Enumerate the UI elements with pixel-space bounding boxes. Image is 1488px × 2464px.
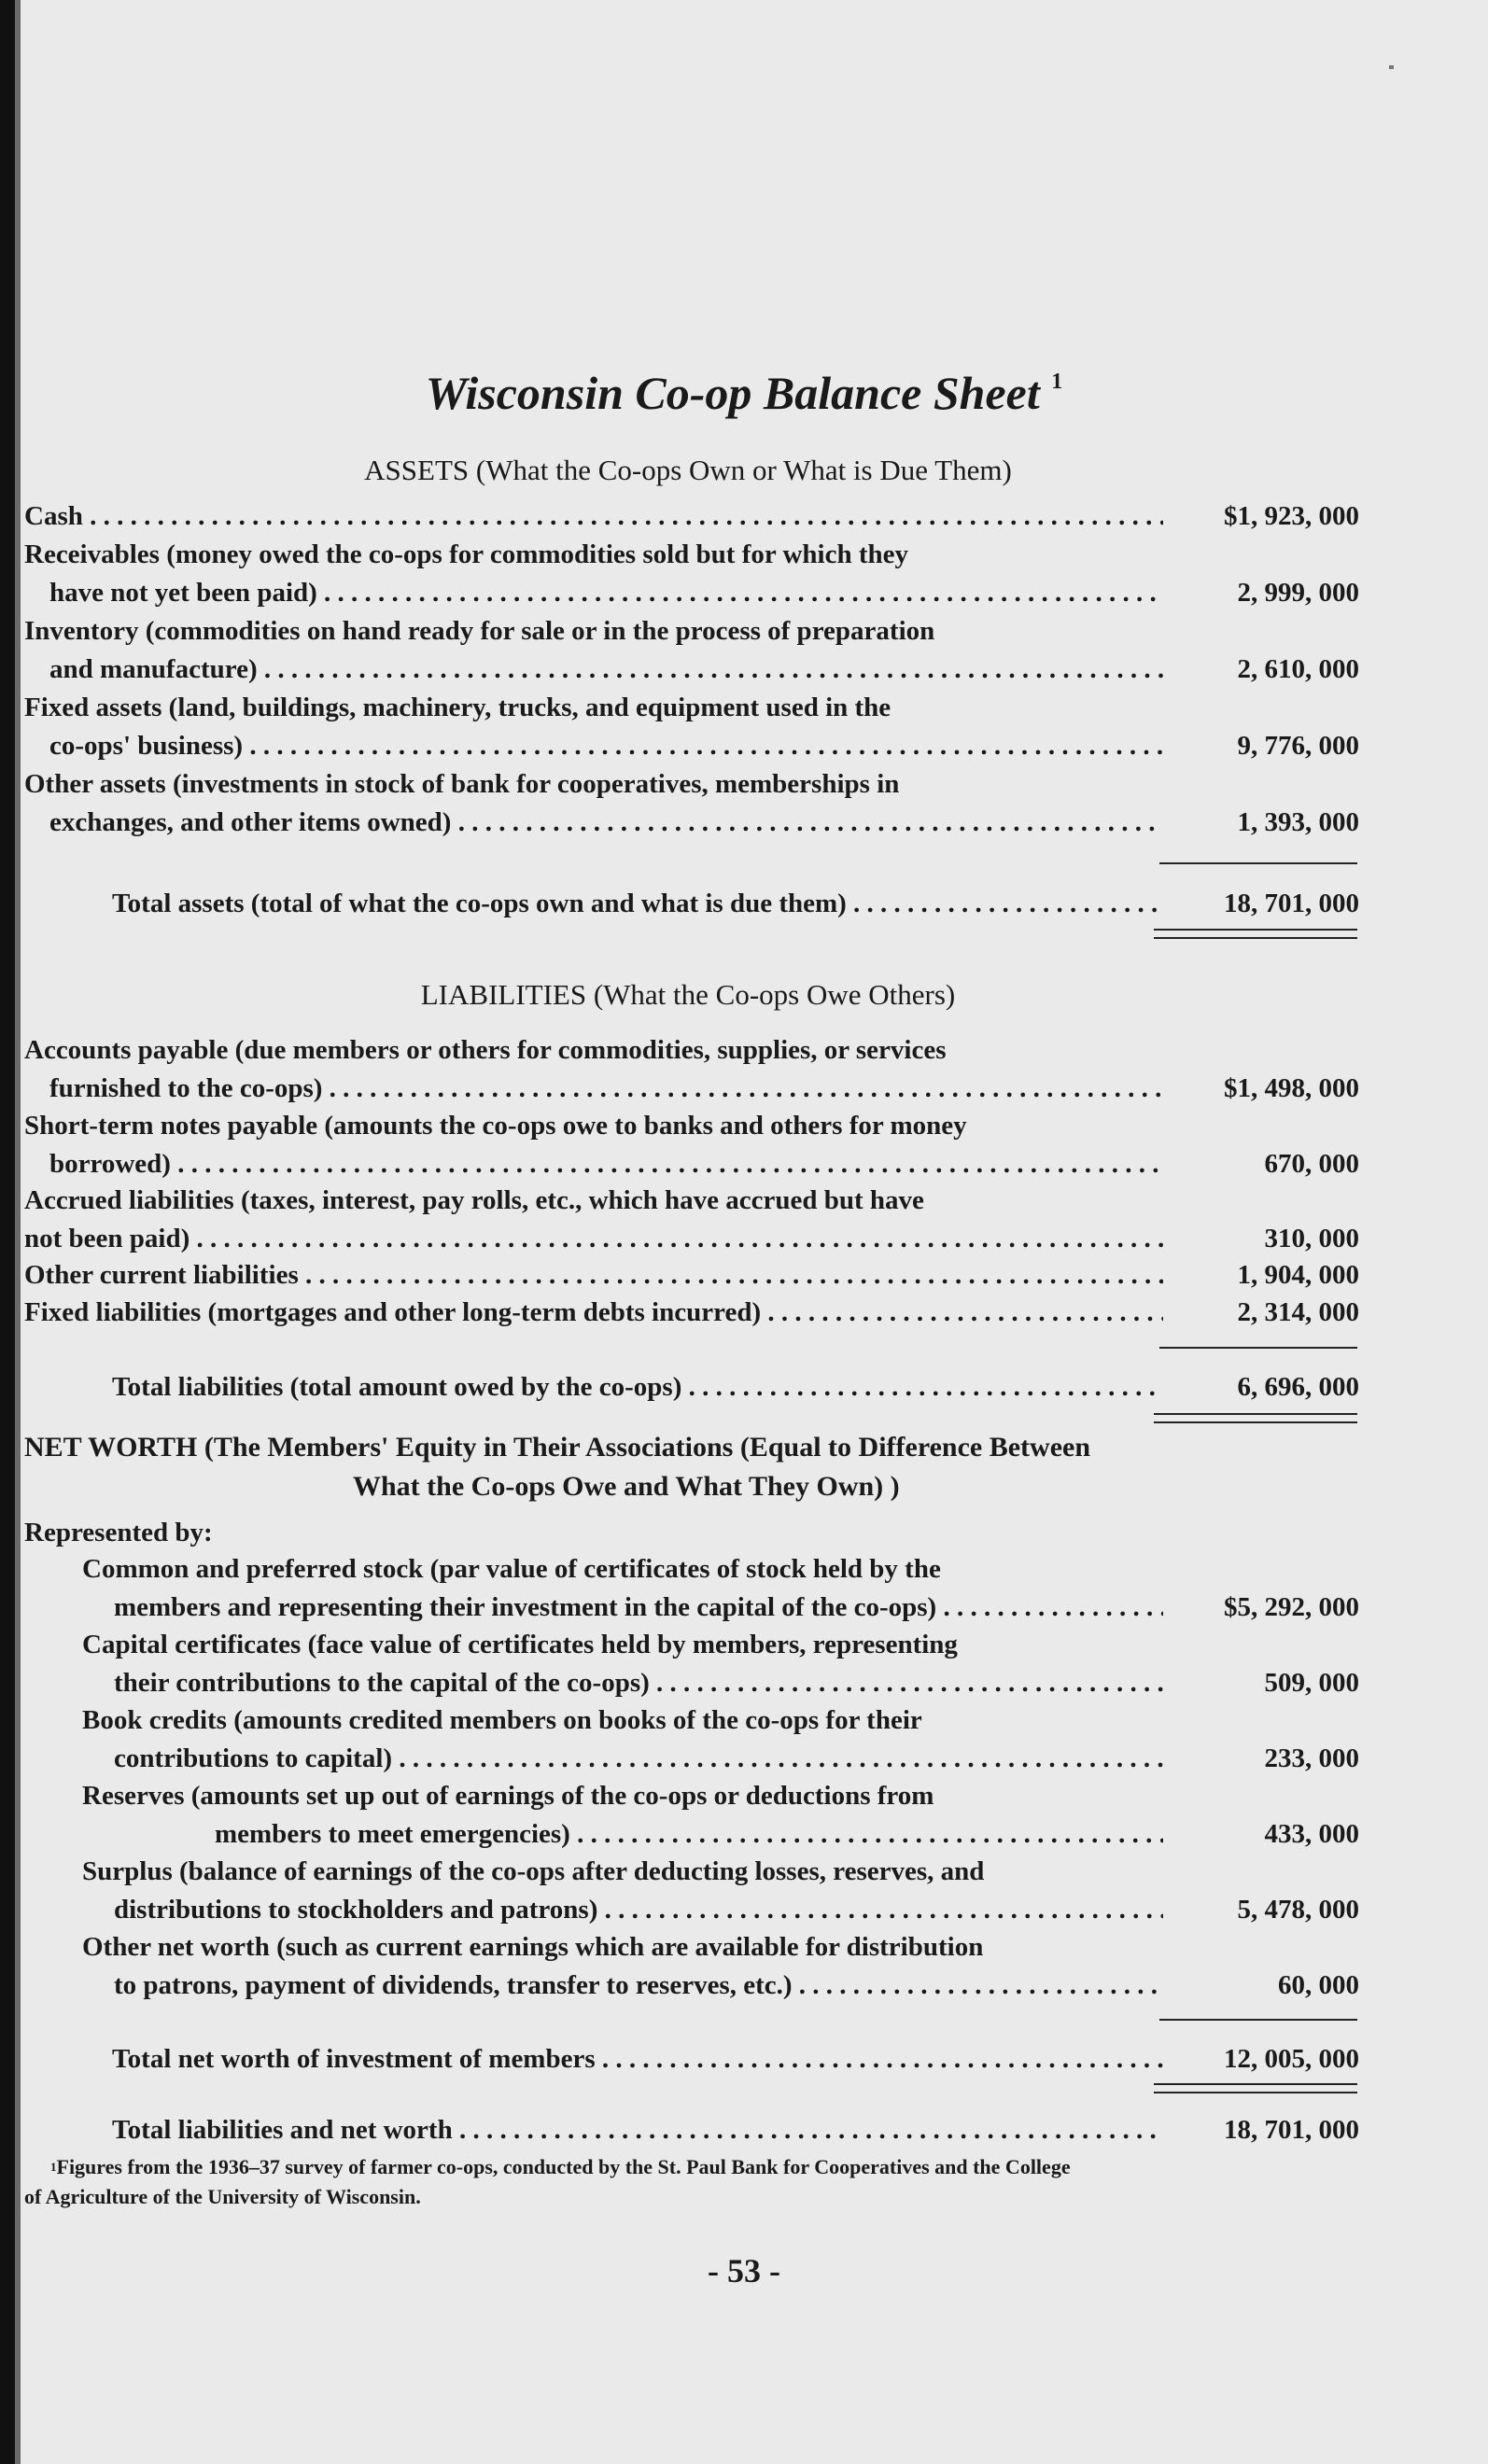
- item-label: Common and preferred stock (par value of certificates of stock held by the: [82, 1554, 941, 1584]
- item-label: Accrued liabilities (taxes, interest, pay rolls, etc., which have accrued but have: [24, 1185, 924, 1215]
- item-label-cont: have not yet been paid) . . .: [49, 574, 1163, 612]
- total-label: Total net worth of investment of members . . .: [112, 2040, 1163, 2079]
- assets-item-fixed: [24, 689, 1359, 765]
- represented-by-text: Represented by:: [24, 1518, 213, 1547]
- net-worth-item-other: [24, 1928, 1359, 2005]
- liabilities-total: [112, 1368, 1359, 1407]
- item-label-cont: co-ops' business) . . .: [49, 727, 1163, 765]
- item-label: Inventory (commodities on hand ready for sale or in the process of preparation: [24, 616, 935, 646]
- footnote-marker: 1: [50, 2160, 57, 2174]
- item-label: Fixed liabilities (mortgages and other long-term debts incurred) . . .: [24, 1294, 1163, 1332]
- net-worth-item-capital-certificates: [24, 1626, 1359, 1702]
- item-amount: 1, 904, 000: [1237, 1260, 1359, 1290]
- total-label: Total liabilities (total amount owed by the co-ops) . . .: [112, 1368, 1163, 1407]
- item-amount: 509, 000: [1264, 1668, 1359, 1698]
- subtotal-rule: [1159, 1347, 1357, 1349]
- subtotal-rule: [1159, 862, 1357, 864]
- footnote: [24, 2152, 1361, 2212]
- liabilities-item-short-term-notes: [24, 1107, 1359, 1183]
- item-label: Cash . . .: [24, 497, 1163, 536]
- net-worth-heading-line2: What the Co-ops Owe and What They Own) ): [353, 1471, 900, 1502]
- net-worth-heading-line1: NET WORTH (The Members' Equity in Their Associations (Equal to Difference Between: [24, 1432, 1091, 1463]
- represented-by-label: [24, 1514, 1359, 1552]
- assets-total: [112, 885, 1359, 923]
- item-label-cont: furnished to the co-ops) . . .: [49, 1070, 1163, 1108]
- liabilities-heading: LIABILITIES (What the Co-ops Owe Others): [420, 978, 956, 1011]
- total-amount: 12, 005, 000: [1224, 2044, 1359, 2074]
- item-label: Other assets (investments in stock of bank for cooperatives, memberships in: [24, 769, 900, 799]
- assets-item-cash: [24, 497, 1359, 536]
- liabilities-item-other-current: [24, 1256, 1359, 1295]
- item-amount: 2, 999, 000: [1237, 578, 1359, 608]
- scan-speck: [1389, 65, 1394, 69]
- title-footnote-marker: 1: [1051, 370, 1063, 394]
- item-label-cont: members and representing their investment in the capital of the co-ops) . . .: [114, 1589, 1163, 1627]
- grand-total: [112, 2111, 1359, 2149]
- total-amount: 18, 701, 000: [1224, 889, 1359, 918]
- grand-total-label: Total liabilities and net worth . . .: [112, 2111, 1163, 2149]
- item-label: Accounts payable (due members or others for commodities, supplies, or services: [24, 1035, 947, 1065]
- item-amount: 2, 610, 000: [1237, 654, 1359, 684]
- item-label-cont: distributions to stockholders and patrons) . . .: [114, 1891, 1163, 1929]
- total-double-rule: [1154, 929, 1357, 939]
- total-double-rule: [1154, 1413, 1357, 1423]
- net-worth-total: [112, 2040, 1359, 2079]
- item-amount: 1, 393, 000: [1237, 807, 1359, 837]
- net-worth-item-surplus: [24, 1853, 1359, 1929]
- item-amount: $5, 292, 000: [1224, 1592, 1359, 1622]
- page-title: [0, 366, 1488, 420]
- page-number: - 53 -: [708, 2252, 780, 2289]
- item-label: Short-term notes payable (amounts the co-ops owe to banks and others for money: [24, 1111, 967, 1141]
- item-amount: 9, 776, 000: [1237, 731, 1359, 761]
- net-worth-item-reserves: [24, 1777, 1359, 1854]
- liabilities-item-fixed: [24, 1294, 1359, 1332]
- item-amount: 2, 314, 000: [1237, 1297, 1359, 1327]
- item-amount: 5, 478, 000: [1237, 1895, 1359, 1925]
- assets-item-inventory: [24, 612, 1359, 689]
- item-label: Other current liabilities . . .: [24, 1256, 1163, 1295]
- item-amount: $1, 923, 000: [1224, 501, 1359, 531]
- item-label-cont: members to meet emergencies) . . .: [215, 1815, 1163, 1854]
- net-worth-item-stock: [24, 1550, 1359, 1627]
- liabilities-item-accrued: [24, 1182, 1359, 1258]
- item-amount: 233, 000: [1264, 1743, 1359, 1773]
- subtotal-rule: [1159, 2019, 1357, 2021]
- total-amount: 6, 696, 000: [1237, 1372, 1359, 1402]
- item-label: Surplus (balance of earnings of the co-ops after deducting losses, reserves, and: [82, 1856, 985, 1886]
- item-amount: $1, 498, 000: [1224, 1073, 1359, 1103]
- footnote-line1: Figures from the 1936–37 survey of farmer co-ops, conducted by the St. Paul Bank for Cooperatives and the College: [56, 2155, 1071, 2178]
- net-worth-heading: [24, 1428, 1359, 1506]
- net-worth-item-book-credits: [24, 1701, 1359, 1778]
- assets-item-receivables: [24, 536, 1359, 612]
- item-label: Fixed assets (land, buildings, machinery, trucks, and equipment used in the: [24, 693, 891, 722]
- grand-total-amount: 18, 701, 000: [1224, 2115, 1359, 2145]
- item-amount: 433, 000: [1264, 1819, 1359, 1849]
- item-label-cont: exchanges, and other items owned) . . .: [49, 804, 1163, 842]
- total-double-rule: [1154, 2083, 1357, 2093]
- item-label-cont: contributions to capital) . . .: [114, 1740, 1163, 1778]
- item-label: Reserves (amounts set up out of earnings of the co-ops or deductions from: [82, 1781, 934, 1811]
- item-label: Capital certificates (face value of certificates held by members, representing: [82, 1630, 958, 1659]
- item-label-cont: and manufacture) . . .: [49, 651, 1163, 689]
- assets-item-other: [24, 765, 1359, 842]
- item-label-cont: not been paid) . . .: [24, 1220, 1163, 1258]
- title-text: Wisconsin Co-op Balance Sheet: [425, 367, 1040, 419]
- total-label: Total assets (total of what the co-ops own and what is due them) . . .: [112, 885, 1163, 923]
- item-label-cont: borrowed) . . .: [49, 1145, 1163, 1183]
- item-amount: 670, 000: [1264, 1149, 1359, 1179]
- footnote-line2: of Agriculture of the University of Wisconsin.: [24, 2185, 421, 2208]
- item-amount: 60, 000: [1278, 1970, 1359, 2000]
- item-label: Receivables (money owed the co-ops for commodities sold but for which they: [24, 539, 908, 569]
- assets-heading: ASSETS (What the Co-ops Own or What is Due Them): [364, 454, 1012, 486]
- item-label-cont: their contributions to the capital of the co-ops) . . .: [114, 1664, 1163, 1702]
- liabilities-item-accounts-payable: [24, 1031, 1359, 1108]
- item-label: Book credits (amounts credited members on books of the co-ops for their: [82, 1705, 922, 1735]
- item-label-cont: to patrons, payment of dividends, transfer to reserves, etc.) . . .: [114, 1967, 1163, 2005]
- item-label: Other net worth (such as current earnings which are available for distribution: [82, 1932, 984, 1962]
- item-amount: 310, 000: [1264, 1224, 1359, 1253]
